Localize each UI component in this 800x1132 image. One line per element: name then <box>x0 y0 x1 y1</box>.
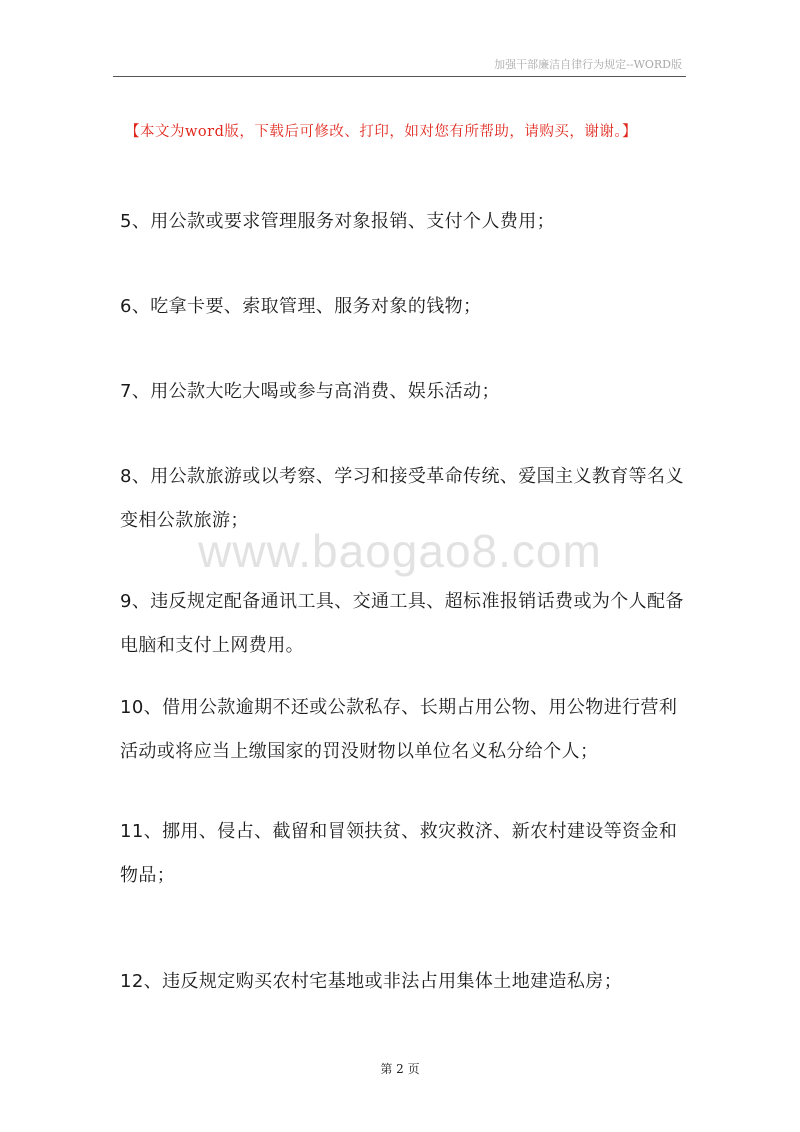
list-item: 5、用公款或要求管理服务对象报销、支付个人费用； <box>120 211 556 232</box>
list-item: 9、违反规定配备通讯工具、交通工具、超标准报销话费或为个人配备电脑和支付上网费用。 <box>120 591 684 656</box>
notice-banner: 【本文为word版，下载后可修改、打印，如对您有所帮助，请购买，谢谢。】 <box>125 124 638 140</box>
watermark: www.baogao8.com <box>198 525 602 577</box>
page-header <box>113 0 686 77</box>
header-title: 加强干部廉洁自律行为规定--WORD版 <box>494 58 682 71</box>
page-number: 第 2 页 <box>380 1062 420 1076</box>
list-item: 8、用公款旅游或以考察、学习和接受革命传统、爱国主义教育等名义变相公款旅游； <box>120 466 684 531</box>
list-item: 12、违反规定购买农村宅基地或非法占用集体土地建造私房； <box>120 971 623 992</box>
list-item: 10、借用公款逾期不还或公款私存、长期占用公物、用公物进行营利活动或将应当上缴国家的罚没财物以单位名义私分给个人； <box>120 697 678 762</box>
list-item: 6、吃拿卡要、索取管理、服务对象的钱物； <box>120 296 482 317</box>
list-item: 7、用公款大吃大喝或参与高消费、娱乐活动； <box>120 381 500 402</box>
list-item: 11、挪用、侵占、截留和冒领扶贫、救灾救济、新农村建设等资金和物品； <box>120 821 678 886</box>
